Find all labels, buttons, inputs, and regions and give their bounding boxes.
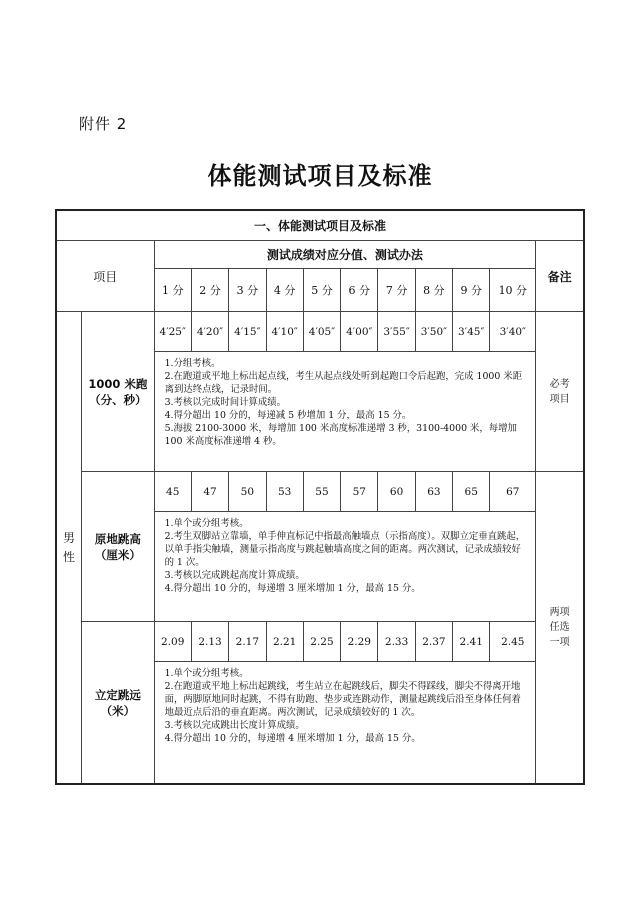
score-value: 2.29 (341, 622, 378, 662)
method-line: 2.在跑道或平地上标出起跳线，考生站立在起跳线后，脚尖不得踩线，脚尖不得离开地面，两脚原地同时起跳，不得有助跑、垫步或连跳动作，测量起跳线后沿至身体任何着地最近点后沿的垂直距离。两次测试，记录成绩较好的 1 次。 (164, 681, 521, 718)
header-note: 备注 (536, 241, 584, 312)
score-value: 55 (303, 472, 340, 512)
score-value: 50 (229, 472, 266, 512)
score-value: 4′05″ (303, 312, 340, 352)
score-value: 4′00″ (341, 312, 378, 352)
score-value: 2.33 (378, 622, 415, 662)
score-value: 2.21 (266, 622, 303, 662)
method-line: 4.得分超出 10 分的，每递增 4 厘米增加 1 分，最高 15 分。 (164, 733, 421, 744)
item-name-line: （厘米） (94, 547, 141, 562)
method-line: 3.考核以完成跳起高度计算成绩。 (164, 570, 305, 581)
score-value: 67 (490, 472, 536, 512)
score-value: 3′50″ (415, 312, 452, 352)
score-header: 3 分 (229, 269, 266, 312)
gender-cell (56, 312, 82, 785)
method-high-jump (154, 512, 536, 622)
score-value: 65 (453, 472, 490, 512)
score-value: 2.45 (490, 622, 536, 662)
method-line: 2.考生双脚站立靠墙，单手伸直标记中指最高触墙点（示指高度）。双脚立定垂直跳起，以单手指尖触墙，测量示指高度与跳起触墙高度之间的距离。两次测试，记录成绩较好的 1 次。 (164, 531, 526, 568)
header-method: 测试成绩对应分值、测试办法 (154, 241, 536, 269)
score-value: 2.37 (415, 622, 452, 662)
score-value: 47 (191, 472, 228, 512)
item-name-line: 1000 米跑 (88, 376, 148, 391)
score-value: 57 (341, 472, 378, 512)
score-header: 4 分 (266, 269, 303, 312)
method-line: 2.在跑道或平地上标出起点线，考生从起点线处听到起跑口令后起跑，完成 1000 米距离到达终点线，记录时间。 (164, 371, 523, 395)
item-name-long-jump (82, 622, 155, 785)
score-value: 45 (154, 472, 191, 512)
score-value: 60 (378, 472, 415, 512)
method-long-jump (154, 662, 536, 785)
note-required: 必考项目 (536, 312, 584, 472)
method-line: 1.单个或分组考核。 (164, 518, 249, 529)
score-value: 4′25″ (154, 312, 191, 352)
score-value: 4′15″ (229, 312, 266, 352)
score-header: 8 分 (415, 269, 452, 312)
attachment-label: 附件 2 (79, 115, 128, 133)
method-line: 1.单个或分组考核。 (164, 668, 249, 679)
method-line: 4.得分超出 10 分的，每递增 3 厘米增加 1 分，最高 15 分。 (164, 583, 421, 594)
item-name-line: （米） (100, 703, 136, 718)
note-choose-one: 两项任选一项 (536, 472, 584, 785)
score-header: 10 分 (490, 269, 536, 312)
method-run (154, 352, 536, 472)
section-title: 一、体能测试项目及标准 (56, 210, 584, 241)
item-name-run (82, 312, 155, 472)
item-name-high-jump (82, 472, 155, 622)
method-line: 3.考核以完成跳出长度计算成绩。 (164, 720, 305, 731)
item-name-line: （分、秒） (89, 392, 147, 407)
score-value: 3′45″ (453, 312, 490, 352)
score-value: 3′40″ (490, 312, 536, 352)
gender-label: 男性 (63, 530, 76, 564)
method-line: 4.得分超出 10 分的，每递减 5 秒增加 1 分，最高 15 分。 (164, 410, 412, 421)
score-header: 2 分 (191, 269, 228, 312)
standards-table (55, 209, 585, 785)
score-header: 5 分 (303, 269, 340, 312)
page-title: 体能测试项目及标准 (207, 162, 433, 190)
score-value: 2.17 (229, 622, 266, 662)
item-name-line: 原地跳高 (94, 531, 141, 546)
score-value: 3′55″ (378, 312, 415, 352)
score-header: 7 分 (378, 269, 415, 312)
score-value: 2.25 (303, 622, 340, 662)
score-value: 2.41 (453, 622, 490, 662)
score-value: 2.13 (191, 622, 228, 662)
method-line: 5.海拔 2100-3000 米，每增加 100 米高度标准递增 3 秒，3100-4000 米，每增加 100 米高度标准递增 4 秒。 (164, 423, 517, 447)
method-line: 1.分组考核。 (164, 358, 221, 369)
score-value: 53 (266, 472, 303, 512)
score-value: 4′20″ (191, 312, 228, 352)
header-item: 项目 (56, 241, 154, 312)
score-header: 6 分 (341, 269, 378, 312)
method-line: 3.考核以完成时间计算成绩。 (164, 397, 287, 408)
score-header: 1 分 (154, 269, 191, 312)
score-value: 4′10″ (266, 312, 303, 352)
score-header: 9 分 (453, 269, 490, 312)
item-name-line: 立定跳远 (94, 687, 141, 702)
score-value: 2.09 (154, 622, 191, 662)
score-value: 63 (415, 472, 452, 512)
